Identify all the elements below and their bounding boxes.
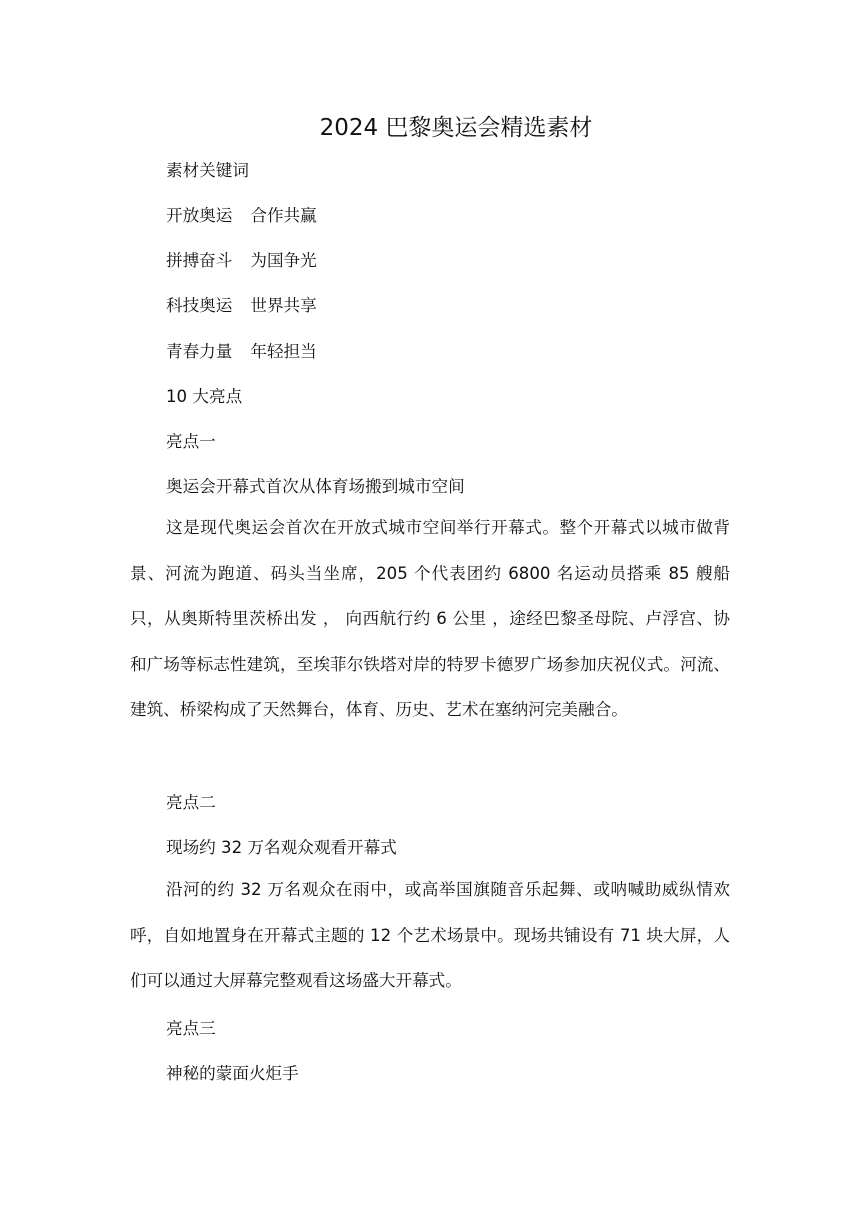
keyword-term: 科技奥运 <box>166 296 233 315</box>
keyword-term: 为国争光 <box>250 251 317 270</box>
keyword-term: 拼搏奋斗 <box>166 251 233 270</box>
keyword-term: 青春力量 <box>166 342 233 361</box>
keyword-term: 合作共赢 <box>250 206 317 225</box>
keywords-heading: 素材关键词 <box>166 161 249 180</box>
keyword-term: 开放奥运 <box>166 206 233 225</box>
highlight-headline: 奥运会开幕式首次从体育场搬到城市空间 <box>166 477 465 496</box>
keyword-term: 年轻担当 <box>250 342 317 361</box>
highlight-label: 亮点二 <box>166 793 216 812</box>
highlight-headline: 神秘的蒙面火炬手 <box>166 1064 299 1083</box>
highlight-headline: 现场约 32 万名观众观看开幕式 <box>166 838 397 857</box>
highlight-body: 这是现代奥运会首次在开放式城市空间举行开幕式。整个开幕式以城市做背景、河流为跑道、码头当坐席，205 个代表团约 6800 名运动员搭乘 85 艘船只，从奥斯特里茨桥出发 ， 向西航行约 6 公里 ，途经巴黎圣母院、卢浮宫、协和广场等标志性建筑，至埃菲尔铁塔对岸的特罗卡德罗广场参加庆祝仪式。河流、建筑、桥梁构成了天然舞台，体育、历史、艺术在塞纳河完美融合。 <box>130 518 730 719</box>
keyword-pair <box>166 338 317 366</box>
highlights-heading: 10 大亮点 <box>166 387 243 406</box>
highlight-label: 亮点三 <box>166 1019 216 1038</box>
keyword-pair <box>166 202 317 230</box>
highlight-body: 沿河的约 32 万名观众在雨中，或高举国旗随音乐起舞、或呐喊助威纵情欢呼，自如地置身在开幕式主题的 12 个艺术场景中。现场共铺设有 71 块大屏，人们可以通过大屏幕完整观看这场盛大开幕式。 <box>130 880 730 990</box>
keyword-pair <box>166 247 317 275</box>
highlight-label: 亮点一 <box>166 432 216 451</box>
keyword-term: 世界共享 <box>250 296 317 315</box>
document-title: 2024 巴黎奥运会精选素材 <box>319 115 593 141</box>
keyword-pair <box>166 292 317 320</box>
